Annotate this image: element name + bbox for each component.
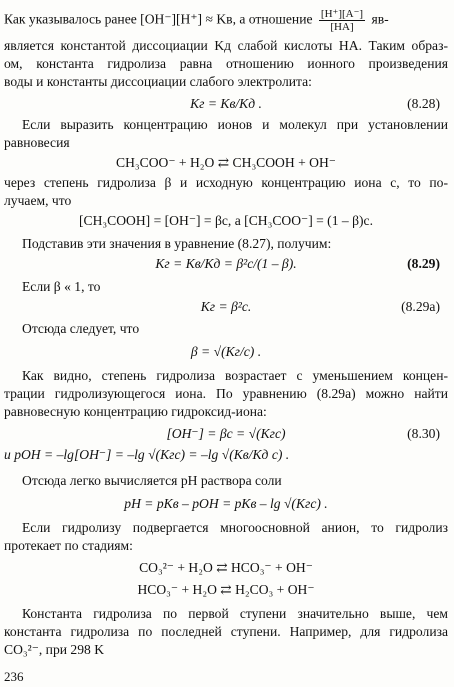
carbonate-hydrolysis-step-1: CO₃²⁻ + H₂O ⇄ HCO₃⁻ + OH⁻ bbox=[139, 560, 313, 575]
text-line-4: воды и константы диссоциации слабого электролита: bbox=[4, 74, 312, 89]
text-line-5: Если выразить концентрацию ионов и молекул при установлении bbox=[22, 117, 448, 132]
beta-equation: β = √(Kг/c) . bbox=[190, 344, 262, 359]
text-line-3: ом, константа гидролиза равна отношению ионного произведения bbox=[4, 56, 448, 71]
equation-number-8-30: (8.30) bbox=[407, 426, 440, 441]
acetate-hydrolysis-equation: CH₃COO⁻ + H₂O ⇄ CH₃COOH + OH⁻ bbox=[116, 155, 336, 170]
equation-number-8-28: (8.28) bbox=[407, 96, 440, 111]
equation-8-28: Kг = Kв/Kд . bbox=[190, 96, 262, 111]
equation-number-8-29a: (8.29а) bbox=[401, 299, 440, 314]
concentration-equation: [CH₃COOH] = [OH⁻] = βc, а [CH₃COO⁻] = (1 – β)c. bbox=[79, 213, 373, 228]
poh-equation: и pOH = –lg[OH⁻] = –lg √(Kгc) = –lg √(Kв/Kд c) . bbox=[4, 447, 290, 462]
text-line-10: Если β « 1, то bbox=[22, 279, 101, 294]
carbonate-hydrolysis-step-2: HCO₃⁻ + H₂O ⇄ H₂CO₃ + OH⁻ bbox=[137, 582, 315, 597]
text-line-15: Отсюда легко вычисляется pH раствора соли bbox=[22, 473, 282, 488]
text-line-7: через степень гидролиза β и исходную концентрацию иона c, то по- bbox=[4, 175, 448, 190]
text-line-1: Как указывалось ранее [OH⁻][H⁺] ≈ Kв, а отношение $\frac{[H^+][A^-]}{[HA]}$ яв- bbox=[4, 8, 389, 33]
equation-8-29: Kг = Kв/Kд = β²c/(1 – β). bbox=[155, 256, 297, 271]
text-line-18: Константа гидролиза по первой ступени значительно выше, чем bbox=[22, 606, 448, 621]
equation-number-8-29: (8.29) bbox=[407, 256, 440, 271]
equation-8-29a: Kг = β²c. bbox=[200, 299, 252, 314]
equation-8-30: [OH⁻] = βc = √(Kгc) bbox=[166, 426, 286, 441]
acid-ratio-fraction: $\frac{[H^+][A^-]}{[HA]}$ bbox=[320, 8, 364, 33]
ph-equation: pH = pKв – pOH = pKв – lg √(Kгc) . bbox=[124, 496, 328, 511]
text-line-12: Как видно, степень гидролиза возрастает с уменьшением концен- bbox=[22, 368, 448, 383]
text-line-17: протекает по стадиям: bbox=[4, 538, 133, 553]
text-line-6: равновесия bbox=[4, 135, 70, 150]
text-line-13: трации гидролизующегося иона. По уравнению (8.29а) можно найти bbox=[4, 386, 448, 401]
text-line-2: является константой диссоциации Kд слабой кислоты НА. Таким образ- bbox=[4, 38, 448, 53]
text-line-8: лучаем, что bbox=[4, 193, 72, 208]
page-number: 236 bbox=[4, 669, 24, 684]
text-line-11: Отсюда следует, что bbox=[22, 321, 140, 336]
text-line-16: Если гидролизу подвергается многоосновной анион, то гидролиз bbox=[22, 520, 448, 535]
text-line-20: CO₃²⁻, при 298 K bbox=[4, 642, 105, 657]
text-line-9: Подставив эти значения в уравнение (8.27), получим: bbox=[22, 236, 332, 251]
text-line-19: константа гидролиза по последней ступени. Например, для гидролиза bbox=[4, 624, 448, 639]
text-line-14: равновесную концентрацию гидроксид-иона: bbox=[4, 404, 267, 419]
